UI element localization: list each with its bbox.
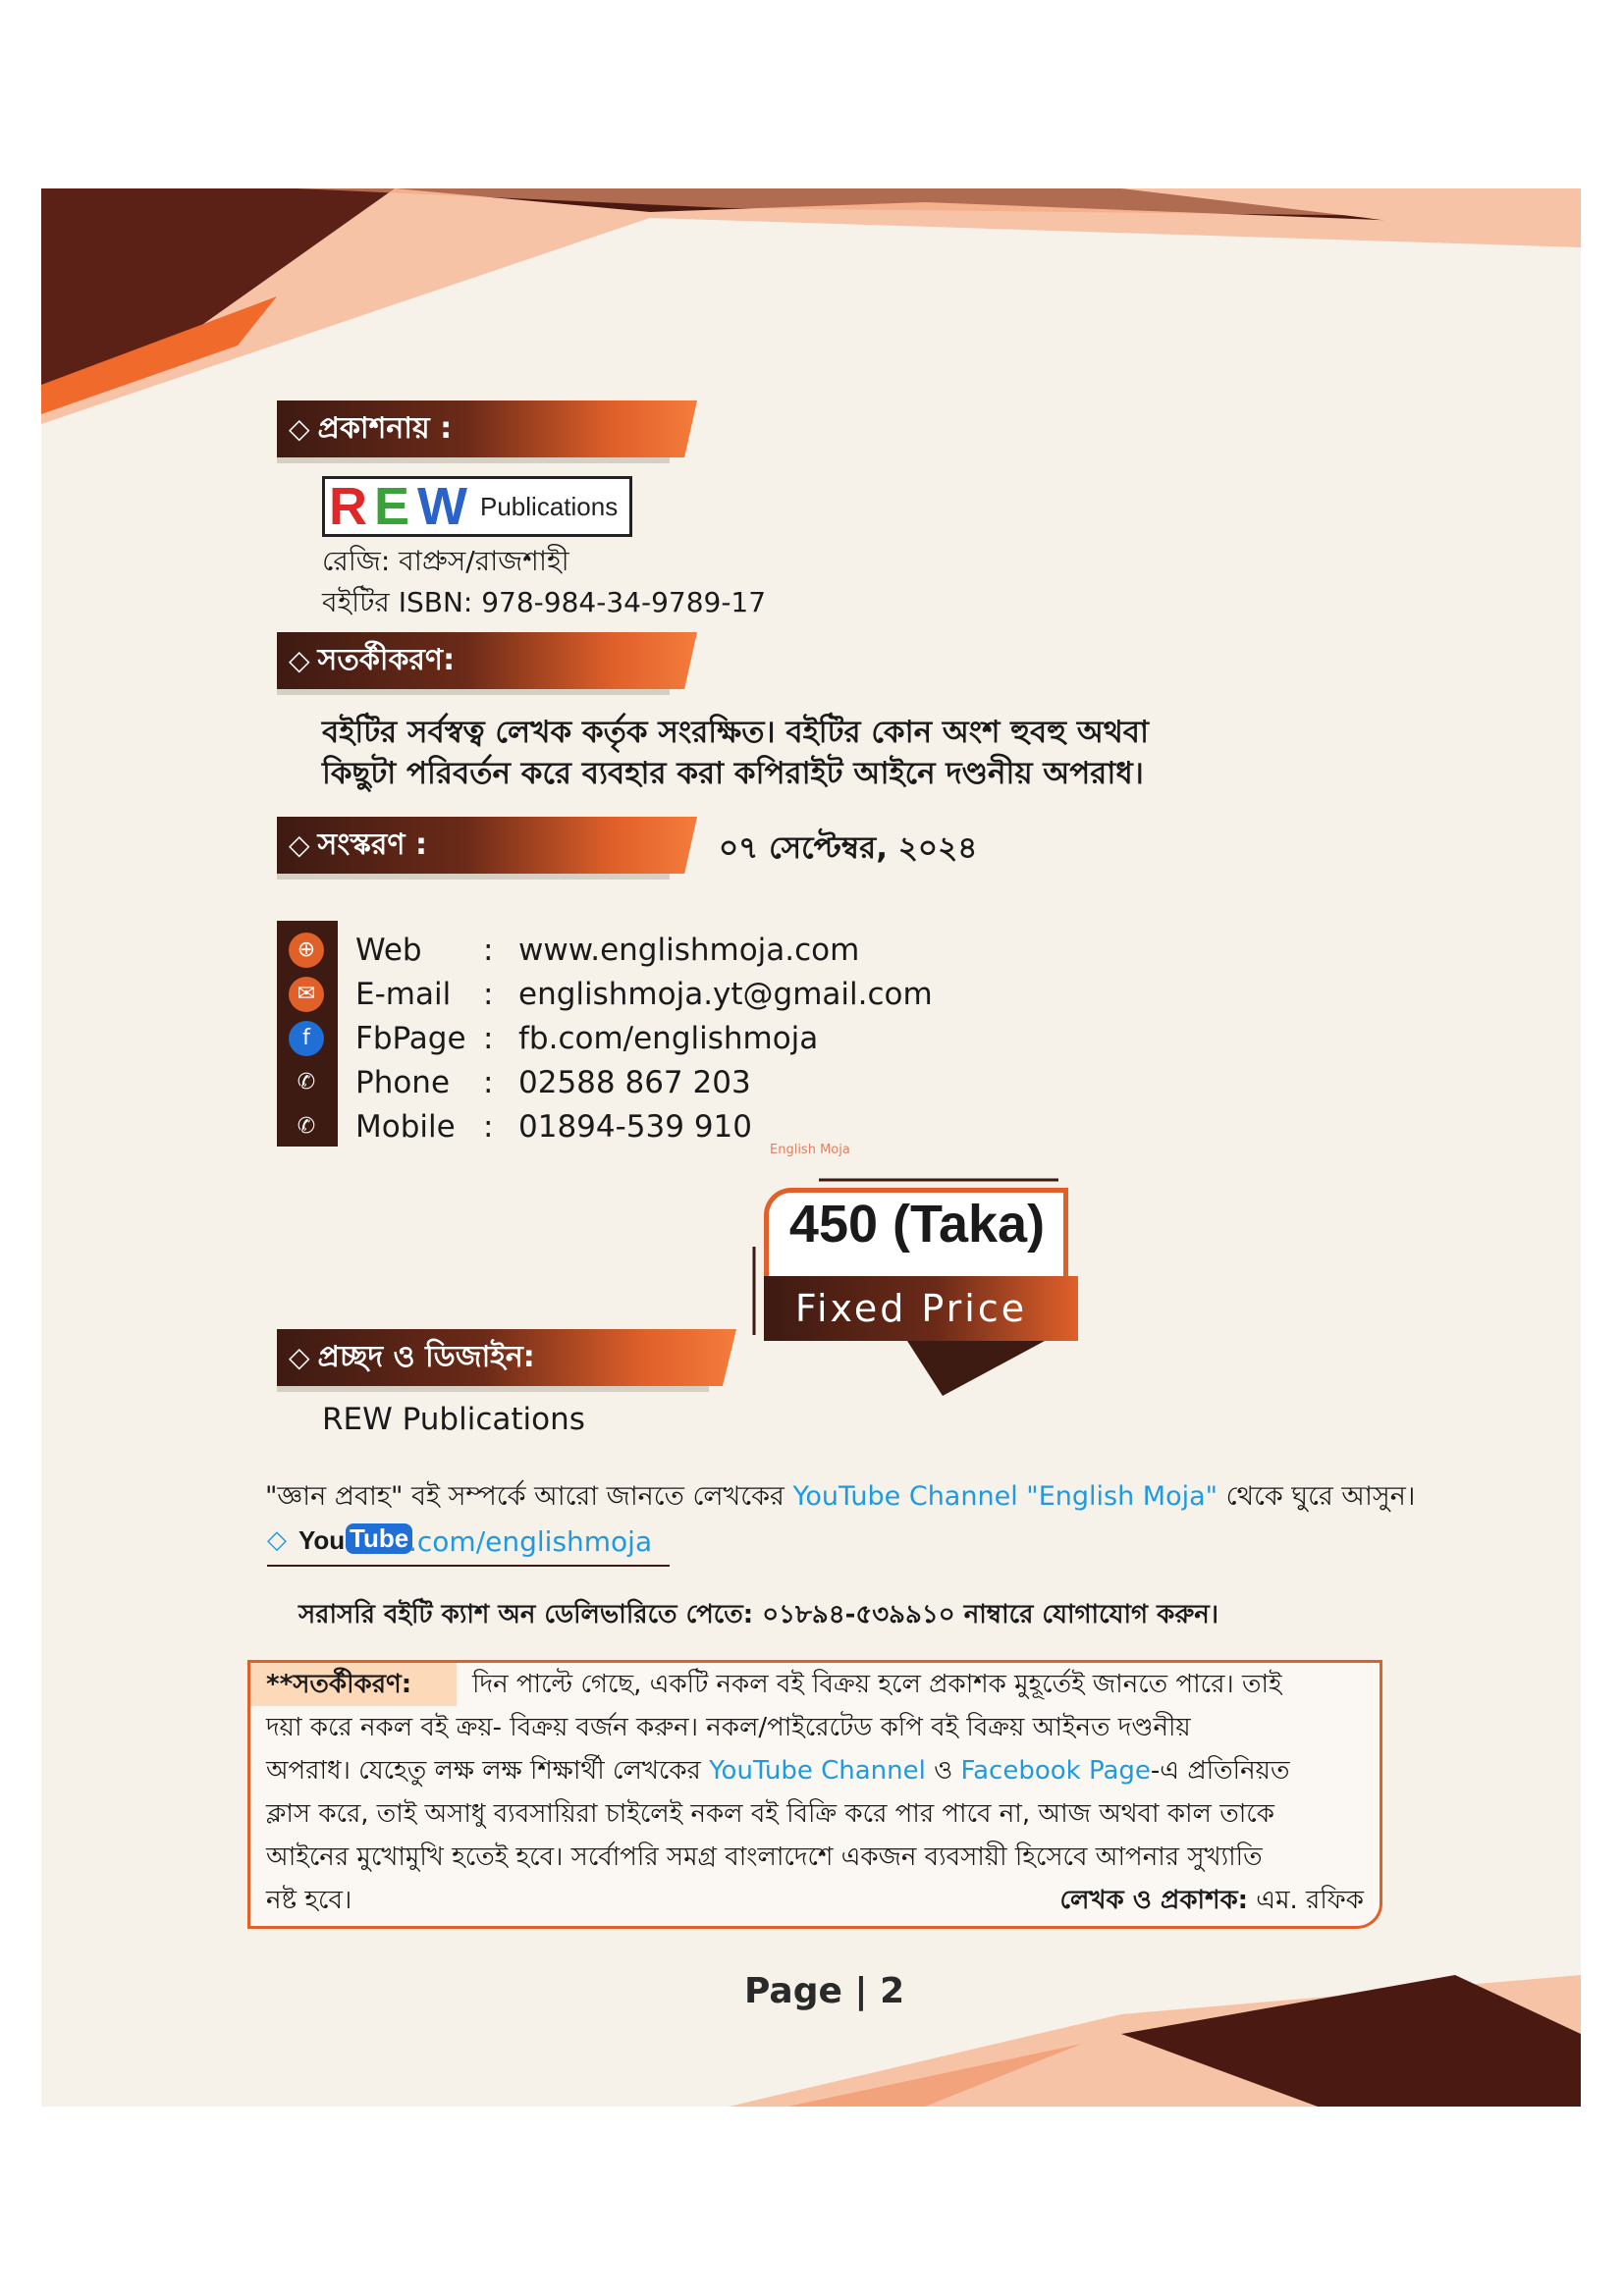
contact-row-fbpage	[355, 1017, 818, 1060]
contact-label: Web	[355, 933, 422, 968]
price-tag	[750, 1178, 1084, 1404]
publisher-section-header	[277, 400, 697, 457]
edition-section-header	[277, 817, 697, 874]
logo-letter-w: W	[417, 477, 467, 536]
logo-word: Publications	[480, 492, 619, 521]
notice-line-4: ক্লাস করে, তাই অসাধু ব্যবসায়িরা চাইলেই নকল বই বিক্রি করে পার পাবে না, আজ অথবা কাল তাকে	[266, 1799, 1274, 1829]
contact-label: Mobile	[355, 1109, 456, 1145]
diamond-icon: ◇	[267, 1525, 287, 1555]
isbn-text: বইটির ISBN: 978-984-34-9789-17	[322, 586, 767, 618]
notice-line-2: দয়া করে নকল বই ক্রয়- বিক্রয় বর্জন করুন। নকল/পাইরেটেড কপি বই বিক্রয় আইনত দণ্ডনীয়	[266, 1713, 1191, 1742]
piracy-notice-box	[247, 1660, 1382, 1929]
diamond-icon: ◇	[289, 1341, 310, 1373]
youtube-promo-text	[265, 1476, 1415, 1521]
whatsapp-icon: ✆	[289, 1109, 324, 1145]
contact-row-phone	[355, 1061, 751, 1104]
facebook-icon: f	[289, 1021, 324, 1056]
edition-header-text: সংস্করণ :	[317, 828, 427, 862]
publisher-header-text: প্রকাশনায় :	[317, 411, 453, 446]
design-header-text: প্রচ্ছদ ও ডিজাইন:	[317, 1340, 535, 1374]
notice-facebook-link[interactable]: Facebook Page	[960, 1756, 1151, 1786]
design-value: REW Publications	[322, 1402, 585, 1437]
price-amount: 450 (Taka)	[788, 1195, 1046, 1254]
contact-row-web	[355, 929, 859, 972]
caution-section-header	[277, 632, 697, 689]
caution-line-2: কিছুটা পরিবর্তন করে ব্যবহার করা কপিরাইট আইনে দণ্ডনীয় অপরাধ।	[322, 756, 1144, 791]
youtube-channel-link[interactable]	[267, 1522, 670, 1567]
contact-row-mobile	[355, 1105, 752, 1148]
notice-line-1: দিন পাল্টে গেছে, একটি নকল বই বিক্রয় হলে প্রকাশক মুহূর্তেই জানতে পারে। তাই	[472, 1670, 1282, 1699]
notice-tag: **সতর্কীকরণ:	[266, 1670, 412, 1699]
youtube-logo-you: You	[298, 1525, 346, 1555]
rew-logo	[322, 476, 632, 537]
promo-youtube-link[interactable]: YouTube Channel "English Moja"	[792, 1481, 1218, 1512]
diamond-icon: ◇	[289, 644, 310, 676]
contact-label: FbPage	[355, 1021, 466, 1056]
contact-separator: :	[483, 977, 494, 1012]
registration-text: রেজি: বাপ্রুস/রাজশাহী	[322, 545, 569, 577]
contact-separator: :	[483, 1065, 494, 1100]
fixed-price-label: Fixed Price	[794, 1287, 1028, 1330]
notice-line-3-after: -এ প্রতিনিয়ত	[1150, 1756, 1290, 1786]
edition-date: ০৭ সেপ্টেম্বর, ২০২৪	[719, 830, 978, 866]
logo-letter-r: R	[329, 477, 367, 536]
contact-value[interactable]: 02588 867 203	[518, 1065, 751, 1100]
diamond-icon: ◇	[289, 828, 310, 861]
youtube-logo-tube: Tube	[346, 1523, 412, 1554]
contact-value[interactable]: englishmoja.yt@gmail.com	[518, 977, 933, 1012]
watermark: English Moja	[770, 1143, 850, 1157]
contact-label: Phone	[355, 1065, 451, 1100]
diamond-icon: ◇	[289, 412, 310, 445]
notice-line-3-mid: ও	[925, 1756, 961, 1786]
logo-letter-e: E	[374, 477, 410, 536]
contact-value[interactable]: 01894-539 910	[518, 1109, 752, 1145]
contact-label: E-mail	[355, 977, 452, 1012]
contact-value[interactable]: www.englishmoja.com	[518, 933, 860, 968]
whatsapp-icon: ✆	[289, 1065, 324, 1100]
contact-separator: :	[483, 1021, 494, 1056]
notice-line-6: নষ্ট হবে।	[266, 1886, 352, 1915]
promo-after: থেকে ঘুরে আসুন।	[1217, 1481, 1416, 1512]
notice-line-5: আইনের মুখোমুখি হতেই হবে। সর্বোপরি সমগ্র বাংলাদেশে একজন ব্যবসায়ী হিসেবে আপনার সুখ্যাতি	[266, 1842, 1263, 1872]
contact-value[interactable]: fb.com/englishmoja	[518, 1021, 819, 1056]
youtube-channel-path: .com/englishmoja	[408, 1525, 653, 1558]
globe-icon: ⊕	[289, 933, 324, 968]
page-card	[41, 188, 1581, 2107]
mail-icon: ✉	[289, 977, 324, 1012]
signature-name: এম. রফিক	[1248, 1886, 1364, 1915]
notice-youtube-link[interactable]: YouTube Channel	[709, 1756, 926, 1786]
contact-row-email	[355, 973, 933, 1016]
design-section-header	[277, 1329, 736, 1386]
contact-separator: :	[483, 933, 494, 968]
notice-line-3	[266, 1749, 1289, 1792]
page-number: Page | 2	[744, 1971, 905, 2011]
promo-before: "জ্ঞান প্রবাহ" বই সম্পর্কে আরো জানতে লেখকের	[265, 1481, 793, 1512]
notice-signature	[1060, 1879, 1365, 1922]
caution-line-1: বইটির সর্বস্বত্ব লেখক কর্তৃক সংরক্ষিত। বইটির কোন অংশ হুবহু অথবা	[322, 715, 1150, 750]
caution-header-text: সতর্কীকরণ:	[317, 643, 456, 677]
contact-separator: :	[483, 1109, 494, 1145]
notice-line-3-before: অপরাধ। যেহেতু লক্ষ লক্ষ শিক্ষার্থী লেখকের	[266, 1756, 710, 1786]
signature-label: লেখক ও প্রকাশক:	[1059, 1886, 1249, 1915]
cash-on-delivery: সরাসরি বইটি ক্যাশ অন ডেলিভারিতে পেতে: ০১৮৯৪-৫৩৯৯১০ নাম্বারে যোগাযোগ করুন।	[298, 1600, 1219, 1629]
